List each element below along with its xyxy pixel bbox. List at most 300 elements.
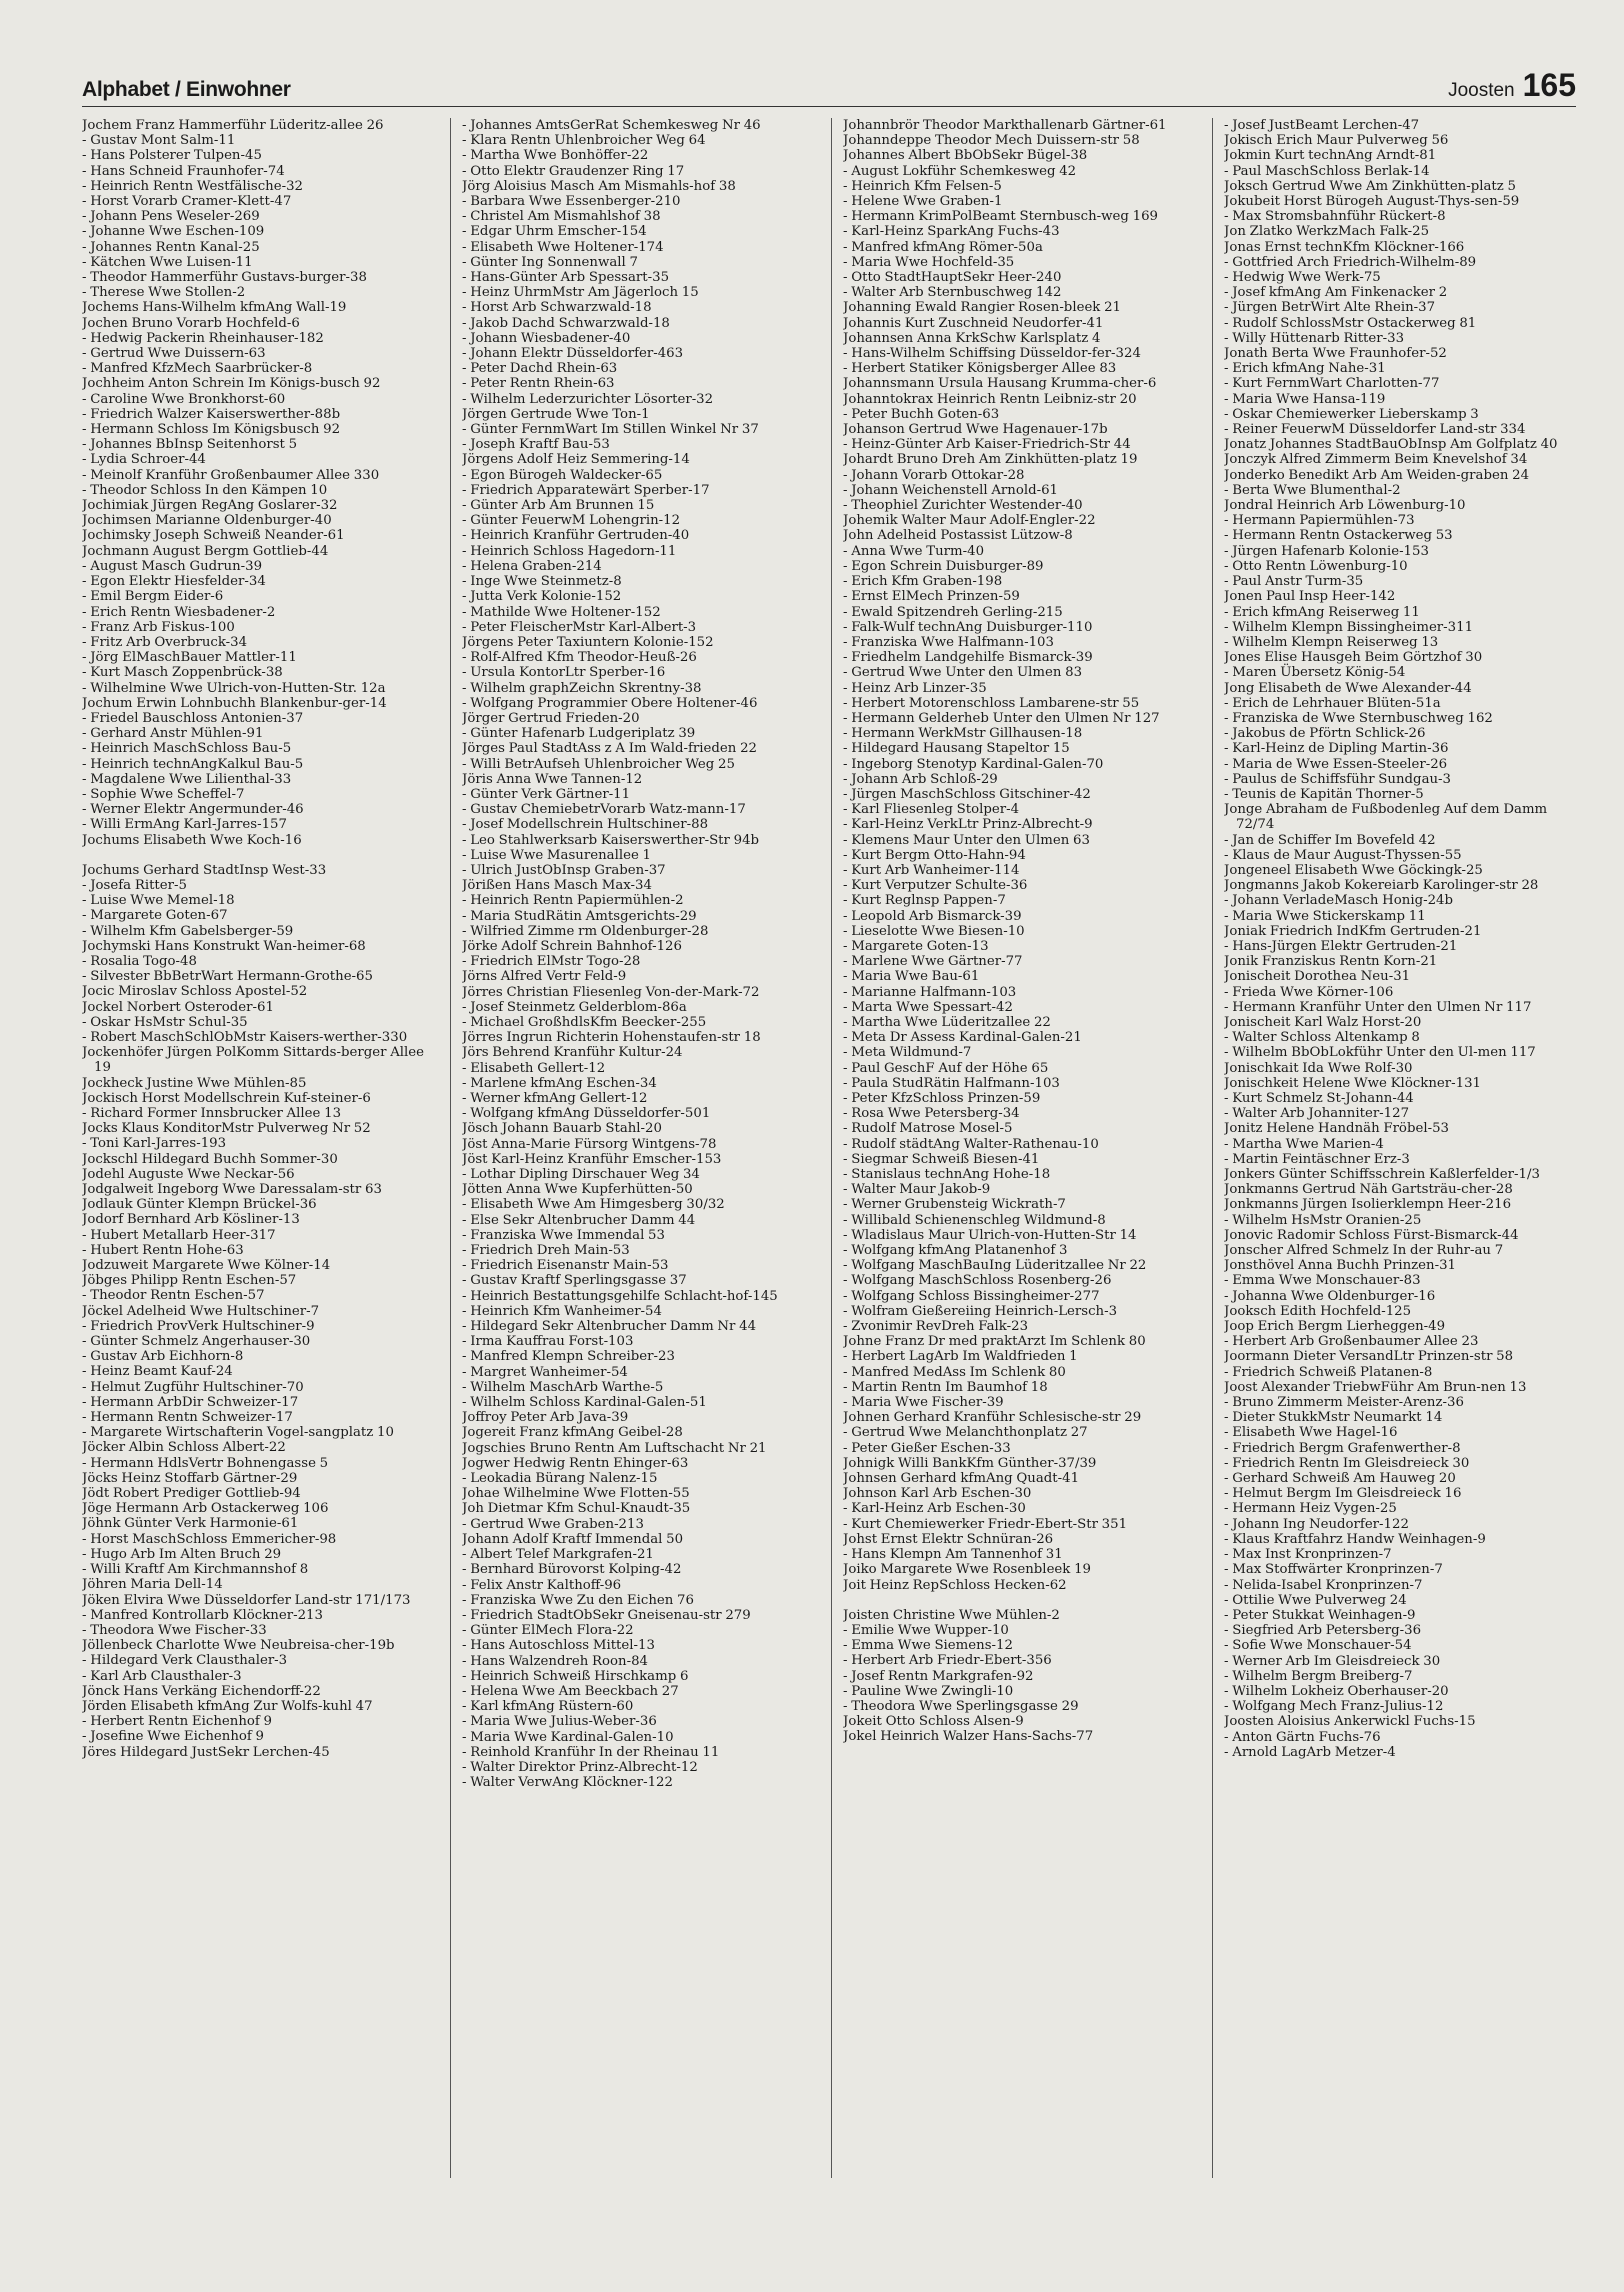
directory-entry: - Franziska Wwe Zu den Eichen 76 [462, 1592, 694, 1608]
directory-entry: - Jörg ElMaschBauer Mattler-11 [82, 650, 297, 666]
directory-entry: Joormann Dieter VersandLtr Prinzen-str 58 [1224, 1349, 1514, 1365]
directory-entry: - Lydia Schroer-44 [82, 452, 206, 468]
directory-entry: - Meta Dr Assess Kardinal-Galen-21 [843, 1030, 1082, 1046]
directory-entry: Johnson Karl Arb Eschen-30 [843, 1486, 1032, 1502]
directory-entry: - Heinrich Rentn Papiermühlen-2 [462, 893, 684, 909]
directory-entry: - Jakobus de Pförtn Schlick-26 [1224, 726, 1426, 742]
directory-entry: - Willy Hüttenarb Ritter-33 [1224, 330, 1405, 346]
directory-entry: Jönck Hans Verkäng Eichendorff-22 [82, 1683, 321, 1699]
directory-entry: - Ursula KontorLtr Sperber-16 [462, 665, 666, 681]
column-divider [450, 118, 451, 2178]
directory-entry: - Karl-Heinz VerkLtr Prinz-Albrecht-9 [843, 817, 1093, 833]
directory-entry: Jörg Aloisius Masch Am Mismahls-hof 38 [462, 178, 736, 194]
directory-entry: Jochimsen Marianne Oldenburger-40 [82, 513, 332, 529]
directory-entry: Jodzuweit Margarete Wwe Kölner-14 [82, 1258, 331, 1274]
directory-entry: Joksch Gertrud Wwe Am Zinkhütten-platz 5 [1224, 178, 1516, 194]
directory-entry: - Heinz Arb Linzer-35 [843, 680, 987, 696]
directory-entry: Jokmin Kurt technAng Arndt-81 [1224, 148, 1437, 164]
directory-entry: - Johann Arb Schloß-29 [843, 771, 998, 787]
directory-entry: - Otto Elektr Graudenzer Ring 17 [462, 163, 685, 179]
directory-entry: Jochheim Anton Schrein Im Königs-busch 92 [82, 376, 381, 392]
directory-entry: Joit Heinz RepSchloss Hecken-62 [843, 1577, 1067, 1593]
directory-entry: - Heinrich Bestattungsgehilfe Schlacht-hof-145 [462, 1288, 778, 1304]
directory-entry: - Karl kfmAng Rüstern-60 [462, 1699, 634, 1715]
directory-entry: Johanntokrax Heinrich Rentn Leibniz-str 20 [843, 391, 1137, 407]
directory-entry: - Siegmar Schweiß Biesen-41 [843, 1151, 1040, 1167]
directory-entry: - Paul MaschSchloss Berlak-14 [1224, 163, 1430, 179]
directory-entry: Joh Dietmar Kfm Schul-Knaudt-35 [462, 1501, 691, 1517]
directory-entry: - Heinrich Kfm Felsen-5 [843, 178, 1002, 194]
directory-entry: - Max Stoffwärter Kronprinzen-7 [1224, 1562, 1443, 1578]
directory-entry: - Werner Grubensteig Wickrath-7 [843, 1197, 1066, 1213]
directory-entry: Jörgen Gertrude Wwe Ton-1 [462, 406, 650, 422]
directory-entry: - Wolfgang Programmier Obere Holtener-46 [462, 695, 758, 711]
directory-entry: - Bruno Zimmerm Meister-Arenz-36 [1224, 1395, 1464, 1411]
directory-columns [82, 118, 1576, 2178]
directory-entry: Jodorf Bernhard Arb Kösliner-13 [82, 1212, 300, 1228]
directory-entry: - Hans Klempn Am Tannenhof 31 [843, 1547, 1063, 1563]
directory-entry: - Pauline Wwe Zwingli-10 [843, 1683, 1014, 1699]
directory-entry: - Martha Wwe Lüderitzallee 22 [843, 1014, 1051, 1030]
directory-entry: - Günter Schmelz Angerhauser-30 [82, 1334, 311, 1350]
directory-entry: - Max Inst Kronprinzen-7 [1224, 1547, 1392, 1563]
directory-entry: - Anna Wwe Turm-40 [843, 543, 985, 559]
column-divider [831, 118, 832, 2178]
directory-entry: Jochum Erwin Lohnbuchh Blankenbur-ger-14 [82, 695, 387, 711]
directory-entry: - Egon Schrein Duisburger-89 [843, 558, 1044, 574]
directory-entry: - Franziska Wwe Halfmann-103 [843, 634, 1054, 650]
directory-entry: Jongmanns Jakob Kokereiarb Karolinger-str 28 [1224, 878, 1539, 894]
directory-entry: - Helene Wwe Graben-1 [843, 194, 1003, 210]
directory-entry: - Maria Wwe Kardinal-Galen-10 [462, 1729, 674, 1745]
directory-entry: - Paulus de Schiffsführ Sundgau-3 [1224, 771, 1452, 787]
directory-entry: Jonkmanns Jürgen Isolierklempn Heer-216 [1224, 1197, 1512, 1213]
directory-entry: - Theodora Wwe Fischer-33 [82, 1622, 267, 1638]
directory-entry: - Michael GroßhdlsKfm Beecker-255 [462, 1014, 707, 1030]
directory-entry: - Oskar Chemiewerker Lieberskamp 3 [1224, 406, 1479, 422]
directory-entry: - Marlene kfmAng Eschen-34 [462, 1075, 657, 1091]
directory-entry: - Heinz Beamt Kauf-24 [82, 1364, 233, 1380]
directory-entry: - Maria Wwe Julius-Weber-36 [462, 1714, 657, 1730]
directory-entry: - Karl Fliesenleg Stolper-4 [843, 802, 1020, 818]
directory-entry: - Hubert Rentn Hohe-63 [82, 1242, 244, 1258]
directory-entry: Joop Erich Bergm Lierheggen-49 [1224, 1319, 1446, 1335]
directory-entry: - Jürgen Hafenarb Kolonie-153 [1224, 543, 1429, 559]
directory-entry: - Josefa Ritter-5 [82, 877, 187, 893]
directory-entry: - Toni Karl-Jarres-193 [82, 1136, 227, 1152]
directory-entry: - Martin Rentn Im Baumhof 18 [843, 1379, 1048, 1395]
column-divider [1212, 118, 1213, 2178]
directory-entry: - Johann Vorarb Ottokar-28 [843, 467, 1025, 483]
directory-entry: - Hermann Papiermühlen-73 [1224, 513, 1415, 529]
directory-entry: Jogereit Franz kfmAng Geibel-28 [462, 1425, 683, 1441]
directory-entry: - Reinhold Kranführ In der Rheinau 11 [462, 1744, 720, 1760]
directory-entry: Jonatz Johannes StadtBauObInsp Am Golfplatz 40 [1224, 437, 1558, 453]
directory-entry: Jöris Anna Wwe Tannen-12 [462, 771, 643, 787]
directory-entry: - Margret Wanheimer-54 [462, 1364, 628, 1380]
directory-entry: Jochimiak Jürgen RegAng Goslarer-32 [82, 498, 338, 514]
directory-entry: - Josef Modellschrein Hultschiner-88 [462, 817, 709, 833]
directory-entry: - Martha Wwe Marien-4 [1224, 1136, 1384, 1152]
directory-entry: - Hedwig Wwe Werk-75 [1224, 270, 1381, 286]
directory-entry: - Maria de Wwe Essen-Steeler-26 [1224, 756, 1448, 772]
directory-entry: - Maria Wwe Hansa-119 [1224, 391, 1386, 407]
directory-entry: - Kurt Bergm Otto-Hahn-94 [843, 847, 1026, 863]
directory-entry: - Klaus Kraftfahrz Handw Weinhagen-9 [1224, 1531, 1486, 1547]
directory-entry: - Klaus de Maur August-Thyssen-55 [1224, 847, 1462, 863]
directory-entry: Johemik Walter Maur Adolf-Engler-22 [843, 513, 1096, 529]
directory-entry: - Werner Elektr Angermunder-46 [82, 802, 304, 818]
directory-entry: - Paul GeschF Auf der Höhe 65 [843, 1060, 1049, 1076]
directory-entry: - Willi BetrAufseh Uhlenbroicher Weg 25 [462, 756, 735, 772]
directory-entry: - Erich kfmAng Nahe-31 [1224, 361, 1386, 377]
column-3 [843, 118, 1198, 2178]
directory-entry: - Werner Arb Im Gleisdreieck 30 [1224, 1653, 1441, 1669]
directory-entry: Jochymski Hans Konstrukt Wan-heimer-68 [82, 938, 366, 954]
directory-entry: - Maren Übersetz König-54 [1224, 665, 1406, 681]
directory-entry: Joniak Friedrich IndKfm Gertruden-21 [1224, 923, 1482, 939]
directory-entry: - Elisabeth Wwe Hagel-16 [1224, 1425, 1398, 1441]
directory-entry: - Sofie Wwe Monschauer-54 [1224, 1638, 1412, 1654]
directory-entry: Jonischeit Dorothea Neu-31 [1224, 969, 1411, 985]
directory-entry: - Jutta Verk Kolonie-152 [462, 589, 622, 605]
directory-entry: - Rolf-Alfred Kfm Theodor-Heuß-26 [462, 650, 697, 666]
directory-entry: - Edgar Uhrm Emscher-154 [462, 224, 647, 240]
directory-entry: - Emil Bergm Eider-6 [82, 589, 224, 605]
directory-entry: - Walter Arb Sternbuschweg 142 [843, 285, 1062, 301]
directory-entry: Joffroy Peter Arb Java-39 [462, 1410, 629, 1426]
directory-entry: - Silvester BbBetrWart Hermann-Grothe-65 [82, 969, 373, 985]
directory-entry: - Johann Pens Weseler-269 [82, 209, 260, 225]
directory-entry: - Helmut Zugführ Hultschiner-70 [82, 1379, 304, 1395]
directory-entry: - Teunis de Kapitän Thorner-5 [1224, 786, 1424, 802]
directory-entry: - Elisabeth Wwe Holtener-174 [462, 239, 664, 255]
directory-entry: - Jakob Dachd Schwarzwald-18 [462, 315, 670, 331]
directory-entry: Jonderko Benedikt Arb Am Weiden-graben 24 [1224, 467, 1530, 483]
directory-entry: - Wilhelm Kfm Gabelsberger-59 [82, 923, 294, 939]
directory-entry: - Hildegard Hausang Stapeltor 15 [843, 741, 1070, 757]
directory-entry: - Johann VerladeMasch Honig-24b [1224, 893, 1454, 909]
column-1 [82, 118, 437, 2178]
directory-entry: - Josef Steinmetz Gelderblom-86a [462, 999, 687, 1015]
directory-entry: - Rudolf SchlossMstr Ostackerweg 81 [1224, 315, 1477, 331]
directory-entry: - Johannes AmtsGerRat Schemkesweg Nr 46 [462, 118, 761, 133]
directory-entry: - Horst MaschSchloss Emmericher-98 [82, 1531, 337, 1547]
directory-entry: - Wolfgang MaschSchloss Rosenberg-26 [843, 1273, 1112, 1289]
directory-entry: Jong Elisabeth de Wwe Alexander-44 [1224, 680, 1472, 696]
directory-entry: Joost Alexander TriebwFühr Am Brun-nen 13 [1224, 1379, 1527, 1395]
directory-entry: - Ingeborg Stenotyp Kardinal-Galen-70 [843, 756, 1104, 772]
directory-entry: - Wolfgang kfmAng Düsseldorfer-501 [462, 1106, 711, 1122]
directory-entry: - Wilhelm graphZeichn Skrentny-38 [462, 680, 702, 696]
directory-entry: - Meinolf Kranführ Großenbaumer Allee 330 [82, 467, 380, 483]
directory-entry: - Christel Am Mismahlshof 38 [462, 209, 661, 225]
directory-entry: - Kurt FernmWart Charlotten-77 [1224, 376, 1440, 392]
directory-entry: - Stanislaus technAng Hohe-18 [843, 1167, 1051, 1183]
directory-entry: - Hans-Jürgen Elektr Gertruden-21 [1224, 938, 1458, 954]
directory-entry: - Kurt Verputzer Schulte-36 [843, 878, 1028, 894]
directory-entry: - Inge Wwe Steinmetz-8 [462, 574, 622, 590]
directory-entry: - Elisabeth Wwe Am Himgesberg 30/32 [462, 1197, 725, 1213]
directory-entry: - Ulrich JustObInsp Graben-37 [462, 862, 666, 878]
directory-entry: - Herbert LagArb Im Waldfrieden 1 [843, 1349, 1078, 1365]
directory-entry: - Günter FernmWart Im Stillen Winkel Nr 37 [462, 422, 759, 438]
directory-entry: Jogschies Bruno Rentn Am Luftschacht Nr 21 [462, 1440, 767, 1456]
directory-entry: - Günter ElMech Flora-22 [462, 1623, 634, 1639]
directory-entry: Johannsen Anna KrkSchw Karlsplatz 4 [843, 330, 1101, 346]
directory-entry: - Oskar HsMstr Schul-35 [82, 1014, 248, 1030]
directory-entry: - Hans-Günter Arb Spessart-35 [462, 270, 670, 286]
directory-entry: Johardt Bruno Dreh Am Zinkhütten-platz 19 [843, 452, 1138, 468]
directory-entry: - Karl Arb Clausthaler-3 [82, 1668, 242, 1684]
directory-entry: - Wolfgang Schloss Bissingheimer-277 [843, 1288, 1100, 1304]
directory-entry: Johst Ernst Elektr Schnüran-26 [843, 1531, 1054, 1547]
directory-entry: Jöcker Albin Schloss Albert-22 [82, 1440, 286, 1456]
directory-entry: Jöst Anna-Marie Fürsorg Wintgens-78 [462, 1136, 717, 1152]
directory-entry: - Arnold LagArb Metzer-4 [1224, 1744, 1396, 1760]
directory-entry: - Peter FleischerMstr Karl-Albert-3 [462, 619, 697, 635]
directory-entry: - Karl-Heinz Arb Eschen-30 [843, 1501, 1026, 1517]
directory-entry: - Johann Wiesbadener-40 [462, 330, 631, 346]
directory-entry: - Wilhelm MaschArb Warthe-5 [462, 1379, 664, 1395]
directory-entry: - Wolfram Gießereiing Heinrich-Lersch-3 [843, 1303, 1118, 1319]
directory-entry: - Heinrich Rentn Westfälische-32 [82, 178, 304, 194]
directory-entry: - Paul Anstr Turm-35 [1224, 574, 1364, 590]
column-2 [462, 118, 817, 2178]
directory-entry: Johannbrör Theodor Markthallenarb Gärtner-61 [843, 118, 1167, 133]
directory-entry: Jokisch Erich Maur Pulverweg 56 [1224, 133, 1449, 149]
directory-entry: Johannis Kurt Zuschneid Neudorfer-41 [843, 315, 1104, 331]
directory-entry: - Rosalia Togo-48 [82, 953, 197, 969]
directory-entry: Johanndeppe Theodor Mech Duissern-str 58 [843, 133, 1140, 149]
directory-entry: Jonischkeit Helene Wwe Klöckner-131 [1224, 1075, 1481, 1091]
directory-entry: - Erich de Lehrhauer Blüten-51a [1224, 695, 1441, 711]
directory-entry: - Walter Schloss Altenkamp 8 [1224, 1030, 1420, 1046]
directory-entry: Jonkers Günter Schiffsschrein Kaßlerfelder-1/3 [1224, 1167, 1540, 1183]
directory-entry: - Dieter StukkMstr Neumarkt 14 [1224, 1410, 1443, 1426]
directory-entry: - Peter Gießer Eschen-33 [843, 1440, 1011, 1456]
directory-entry: - Friedrich Dreh Main-53 [462, 1243, 630, 1259]
directory-entry: - Gertrud Wwe Graben-213 [462, 1516, 644, 1532]
directory-entry: Jöst Karl-Heinz Kranführ Emscher-153 [462, 1151, 722, 1167]
directory-entry: Jöllenbeck Charlotte Wwe Neubreisa-cher-19b [82, 1638, 395, 1654]
directory-entry: - Hermann Kranführ Unter den Ulmen Nr 117 [1224, 999, 1532, 1015]
directory-entry: - Elisabeth Gellert-12 [462, 1060, 606, 1076]
directory-entry: - Peter Rentn Rhein-63 [462, 376, 615, 392]
directory-entry: - Peter KfzSchloss Prinzen-59 [843, 1091, 1041, 1106]
directory-entry: - Jürgen MaschSchloss Gitschiner-42 [843, 786, 1091, 802]
directory-entry: - Hermann WerkMstr Gillhausen-18 [843, 726, 1083, 742]
directory-entry: Jöcks Heinz Stoffarb Gärtner-29 [82, 1470, 298, 1486]
directory-entry: Jörges Paul StadtAss z A Im Wald-frieden 22 [462, 741, 757, 757]
directory-entry: - Wolfgang Mech Franz-Julius-12 [1224, 1699, 1444, 1715]
directory-entry: - Johann Elektr Düsseldorfer-463 [462, 346, 684, 362]
directory-entry: - Walter Maur Jakob-9 [843, 1182, 991, 1198]
directory-entry: - Wilhelm Lokheiz Oberhauser-20 [1224, 1683, 1449, 1699]
directory-entry: - Wilhelmine Wwe Ulrich-von-Hutten-Str. 12a [82, 680, 386, 696]
directory-entry: - Margarete Goten-13 [843, 938, 989, 954]
directory-entry: Jonsthövel Anna Buchh Prinzen-31 [1224, 1258, 1456, 1274]
directory-entry: Jonischkait Ida Wwe Rolf-30 [1224, 1060, 1413, 1076]
directory-entry: - Johannes BbInsp Seitenhorst 5 [82, 437, 298, 453]
directory-entry: - Gertrud Wwe Duissern-63 [82, 346, 266, 362]
directory-entry: - Herbert Arb Friedr-Ebert-356 [843, 1653, 1052, 1669]
directory-entry: - Ewald Spitzendreh Gerling-215 [843, 604, 1063, 620]
directory-entry: - Wilhelm Schloss Kardinal-Galen-51 [462, 1395, 707, 1411]
directory-entry: - Karl-Heinz SparkAng Fuchs-43 [843, 224, 1060, 240]
directory-entry: Jon Zlatko WerkzMach Falk-25 [1224, 224, 1430, 240]
directory-entry: - Walter Direktor Prinz-Albrecht-12 [462, 1759, 698, 1775]
directory-entry: - Gottfried Arch Friedrich-Wilhelm-89 [1224, 254, 1477, 270]
directory-entry: - Richard Former Innsbrucker Allee 13 [82, 1106, 342, 1121]
directory-entry: Jötten Anna Wwe Kupferhütten-50 [462, 1182, 693, 1198]
directory-entry: Jokel Heinrich Walzer Hans-Sachs-77 [843, 1729, 1094, 1745]
directory-entry: - Barbara Wwe Essenberger-210 [462, 194, 681, 210]
directory-entry: - Gerhard Schweiß Am Hauweg 20 [1224, 1471, 1456, 1487]
directory-entry: - Friedrich Bergm Grafenwerther-8 [1224, 1440, 1461, 1456]
directory-entry: Johnen Gerhard Kranführ Schlesische-str 29 [843, 1410, 1142, 1426]
directory-entry: - Werner kfmAng Gellert-12 [462, 1091, 648, 1106]
directory-entry: Jörger Gertrud Frieden-20 [462, 710, 640, 726]
directory-entry: - Marta Wwe Spessart-42 [843, 999, 1013, 1015]
directory-entry: Jochums Gerhard StadtInsp West-33 [82, 862, 327, 878]
directory-entry: - Hermann Rentn Ostackerweg 53 [1224, 528, 1453, 544]
directory-entry: Jonovic Radomir Schloss Fürst-Bismarck-44 [1224, 1227, 1519, 1243]
directory-entry: - Heinrich technAngKalkul Bau-5 [82, 756, 304, 772]
directory-entry: - Friedrich Schweiß Platanen-8 [1224, 1364, 1433, 1380]
directory-entry: Joisten Christine Wwe Mühlen-2 [843, 1607, 1060, 1623]
directory-entry: - Magdalene Wwe Lilienthal-33 [82, 771, 292, 787]
directory-entry: - Hans Walzendreh Roon-84 [462, 1653, 649, 1669]
directory-entry: - Erich kfmAng Reiserweg 11 [1224, 604, 1420, 620]
directory-entry: - Wolfgang MaschBauIng Lüderitzallee Nr 22 [843, 1258, 1147, 1274]
directory-entry: - Egon Bürogeh Waldecker-65 [462, 467, 663, 483]
directory-entry: - Johanna Wwe Oldenburger-16 [1224, 1288, 1436, 1304]
directory-entry: - Heinrich MaschSchloss Bau-5 [82, 741, 292, 757]
directory-entry: - Johanne Wwe Eschen-109 [82, 224, 265, 240]
directory-entry: - August Masch Gudrun-39 [82, 558, 263, 574]
directory-entry: Jösch Johann Bauarb Stahl-20 [462, 1121, 662, 1137]
directory-entry: - Marianne Halfmann-103 [843, 984, 1017, 1000]
directory-entry: - Horst Vorarb Cramer-Klett-47 [82, 194, 292, 210]
directory-entry: - Reiner FeuerwM Düsseldorfer Land-str 334 [1224, 422, 1526, 438]
directory-entry: - Heinrich Kfm Wanheimer-54 [462, 1303, 662, 1319]
directory-entry: Jöhren Maria Dell-14 [82, 1577, 223, 1593]
directory-entry: Jödt Robert Prediger Gottlieb-94 [82, 1486, 301, 1502]
directory-entry: - Emma Wwe Monschauer-83 [1224, 1273, 1421, 1289]
directory-entry: - Johann Ing Neudorfer-122 [1224, 1516, 1409, 1532]
directory-entry: - Irma Kauffrau Forst-103 [462, 1334, 634, 1350]
directory-entry: - Martha Wwe Bonhöffer-22 [462, 148, 649, 164]
directory-entry: - Meta Wildmund-7 [843, 1045, 972, 1061]
directory-entry: Jockenhöfer Jürgen PolKomm Sittards-berger Allee 19 [82, 1045, 425, 1076]
directory-entry: Jöge Hermann Arb Ostackerweg 106 [82, 1501, 329, 1517]
directory-entry: - Kätchen Wwe Luisen-11 [82, 254, 253, 270]
directory-entry: - Maria Wwe Stickerskamp 11 [1224, 908, 1426, 924]
directory-entry: - Otto StadtHauptSekr Heer-240 [843, 270, 1062, 286]
directory-entry: - August Lokführ Schemkesweg 42 [843, 163, 1077, 179]
directory-entry: - Hildegard Sekr Altenbrucher Damm Nr 44 [462, 1319, 757, 1335]
directory-entry: - Friedrich Rentn Im Gleisdreieck 30 [1224, 1455, 1470, 1471]
directory-entry: - Theodora Wwe Sperlingsgasse 29 [843, 1698, 1079, 1714]
directory-entry: - Horst Arb Schwarzwald-18 [462, 300, 652, 316]
directory-entry: - Heinz UhrmMstr Am Jägerloch 15 [462, 285, 699, 301]
directory-entry: - Wolfgang kfmAng Platanenhof 3 [843, 1243, 1068, 1259]
directory-entry: - Egon Elektr Hiesfelder-34 [82, 574, 266, 590]
directory-entry: - Maria Wwe Hochfeld-35 [843, 254, 1015, 270]
directory-entry: Jonczyk Alfred Zimmerm Beim Knevelshof 34 [1224, 452, 1528, 468]
directory-entry: - Therese Wwe Stollen-2 [82, 285, 246, 301]
directory-entry: Jonkmanns Gertrud Näh Gartsträu-cher-28 [1224, 1182, 1513, 1198]
running-surname: Joosten [1448, 80, 1515, 101]
directory-entry: - Johannes Rentn Kanal-25 [82, 239, 260, 255]
directory-entry: Jörke Adolf Schrein Bahnhof-126 [462, 938, 682, 954]
directory-entry: Jockheck Justine Wwe Mühlen-85 [82, 1075, 307, 1091]
directory-entry: - Hermann Gelderheb Unter den Ulmen Nr 127 [843, 710, 1160, 726]
directory-entry: - Josef JustBeamt Lerchen-47 [1224, 118, 1420, 133]
directory-entry: - Hermann Schloss Im Königsbusch 92 [82, 422, 341, 438]
directory-entry: - Günter Ing Sonnenwall 7 [462, 254, 638, 270]
directory-entry: - Hans Schneid Fraunhofer-74 [82, 163, 285, 179]
directory-entry: Johannes Albert BbObSekr Bügel-38 [843, 148, 1088, 164]
directory-entry: Jonen Paul Insp Heer-142 [1224, 589, 1396, 605]
directory-entry: - Wilhelm HsMstr Oranien-25 [1224, 1212, 1422, 1228]
directory-entry [82, 848, 437, 863]
directory-entry: Johannsmann Ursula Hausang Krumma-cher-6 [843, 376, 1157, 392]
directory-entry: - Hubert Metallarb Heer-317 [82, 1227, 276, 1243]
directory-entry: - Kurt Schmelz St-Johann-44 [1224, 1091, 1414, 1106]
directory-entry: - Hugo Arb Im Alten Bruch 29 [82, 1546, 282, 1562]
directory-entry: Jörden Elisabeth kfmAng Zur Wolfs-kuhl 47 [82, 1698, 373, 1714]
directory-entry: - Leopold Arb Bismarck-39 [843, 908, 1022, 924]
directory-entry: - Margarete Goten-67 [82, 908, 228, 924]
directory-entry: Jöbges Philipp Rentn Eschen-57 [82, 1273, 297, 1289]
directory-entry: Jokeit Otto Schloss Alsen-9 [843, 1714, 1024, 1730]
directory-entry: - Felix Anstr Kalthoff-96 [462, 1577, 622, 1593]
directory-entry: - Joseph Kraftf Bau-53 [462, 437, 610, 453]
page-number: 165 [1522, 67, 1576, 103]
directory-entry: Jochmann August Bergm Gottlieb-44 [82, 543, 329, 559]
directory-entry: - Josefine Wwe Eichenhof 9 [82, 1729, 265, 1745]
directory-entry: - Jan de Schiffer Im Bovefeld 42 [1224, 832, 1436, 848]
page-header [82, 62, 1576, 107]
directory-entry: - Friedrich Walzer Kaiserswerther-88b [82, 406, 341, 422]
directory-entry: - Wilhelm Klempn Reiserweg 13 [1224, 634, 1439, 650]
directory-entry: - Kurt Chemiewerker Friedr-Ebert-Str 351 [843, 1516, 1128, 1532]
directory-entry: - Hedwig Packerin Rheinhauser-182 [82, 330, 324, 346]
directory-entry: Jonischeit Karl Walz Horst-20 [1224, 1014, 1422, 1030]
directory-entry: Johne Franz Dr med praktArzt Im Schlenk 80 [843, 1334, 1146, 1350]
directory-entry: - Franziska de Wwe Sternbuschweg 162 [1224, 710, 1493, 726]
directory-entry: - Wilfried Zimme rm Oldenburger-28 [462, 923, 709, 939]
directory-entry: Jochem Franz Hammerführ Lüderitz-allee 26 [82, 118, 384, 133]
directory-entry: - Karl-Heinz de Dipling Martin-36 [1224, 741, 1449, 757]
directory-entry: Johae Wilhelmine Wwe Flotten-55 [462, 1486, 690, 1502]
directory-entry: - Lieselotte Wwe Biesen-10 [843, 923, 1025, 939]
directory-entry: - Else Sekr Altenbrucher Damm 44 [462, 1212, 696, 1228]
directory-entry: Jonitz Helene Handnäh Fröbel-53 [1224, 1121, 1449, 1137]
directory-entry: - Heinrich Schloss Hagedorn-11 [462, 543, 677, 559]
directory-entry: - Günter Arb Am Brunnen 15 [462, 498, 655, 514]
directory-entry [843, 1593, 1198, 1608]
directory-entry: - Franziska Wwe Immendal 53 [462, 1227, 665, 1243]
directory-entry: Jörres Christian Fliesenleg Von-der-Mark-72 [462, 984, 760, 1000]
page-marker [1448, 67, 1576, 104]
directory-entry: - Emma Wwe Siemens-12 [843, 1638, 1013, 1654]
directory-entry: Jooksch Edith Hochfeld-125 [1224, 1303, 1412, 1319]
directory-entry: - Hermann ArbDir Schweizer-17 [82, 1394, 299, 1410]
directory-entry: - Herbert Statiker Königsberger Allee 83 [843, 361, 1117, 377]
